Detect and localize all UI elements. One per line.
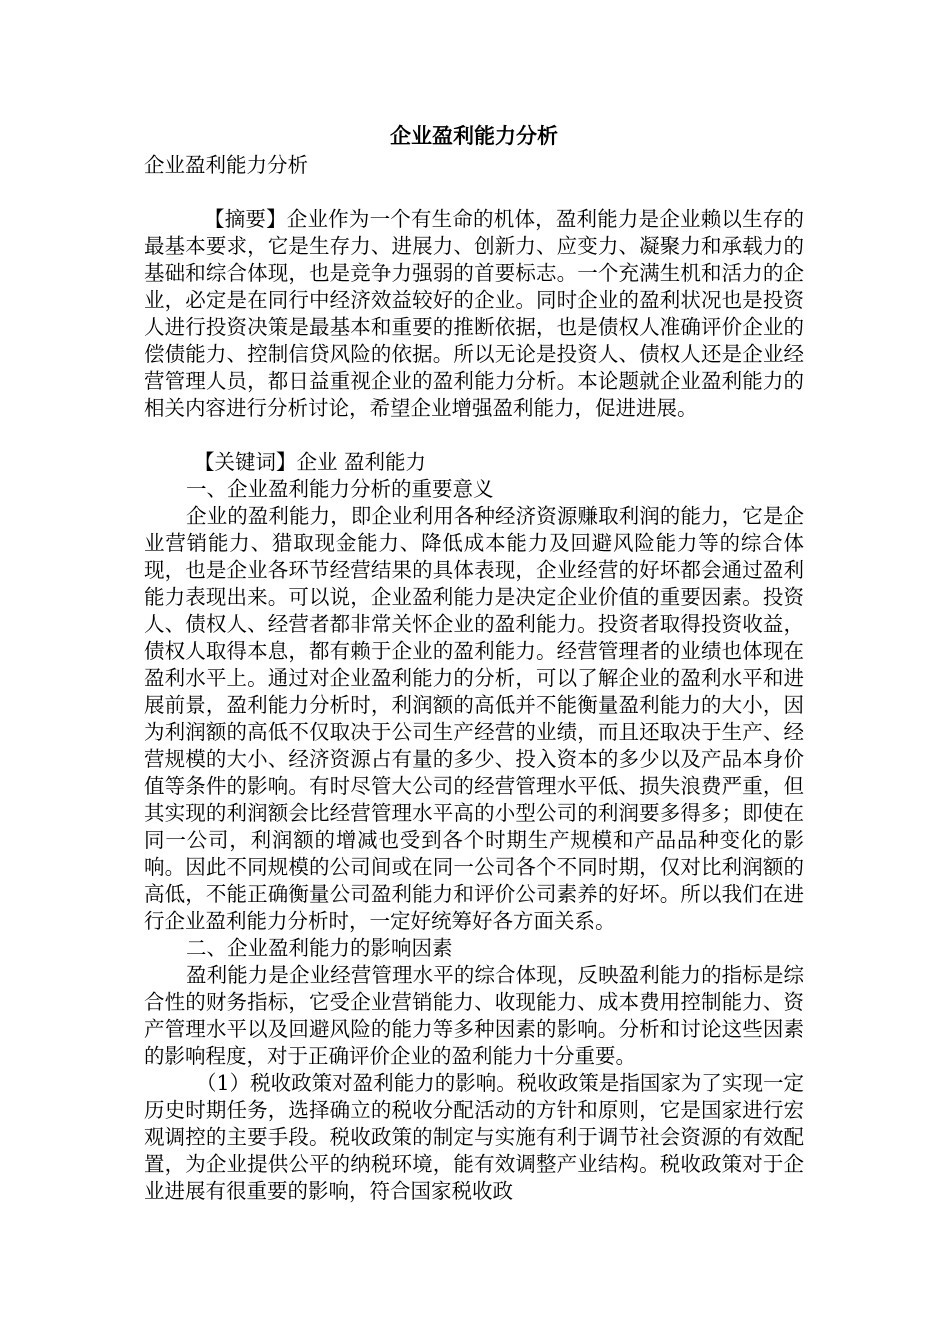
section-heading-2: 二、企业盈利能力的影响因素 [186,936,453,960]
document-title: 企业盈利能力分析 [390,123,558,148]
keywords-line: 【关键词】企业 盈利能力 [194,450,427,474]
section-1-paragraph: 企业的盈利能力，即企业利用各种经济资源赚取利润的能力，它是企业营销能力、猎取现金能力、降低成本能力及回避风险能力等的综合体现，也是企业各环节经营结果的具体表现，企业经营的好坏都会通过盈利能力表现出来。可以说，企业盈利能力是决定企业价值的重要因素。投资人、债权人、经营者都非常关怀企业的盈利能力。投资者取得投资收益，债权人取得本息，都有赖于企业的盈利能力。经营管理者的业绩也体现在盈利水平上。通过对企业盈利能力的分析，可以了解企业的盈利水平和进展前景，盈利能力分析时，利润额的高低并不能衡量盈利能力的大小，因为利润额的高低不仅取决于公司生产经营的业绩，而且还取决于生产、经营规模的大小、经济资源占有量的多少、投入资本的多少以及产品本身价值等条件的影响。有时尽管大公司的经营管理水平低、损失浪费严重，但其实现的利润额会比经营管理水平高的小型公司的利润要多得多；即使在同一公司，利润额的增减也受到各个时期生产规模和产品品种变化的影响。因此不同规模的公司间或在同一公司各个不同时期，仅对比利润额的高低，不能正确衡量公司盈利能力和评价公司素养的好坏。所以我们在进行企业盈利能力分析时，一定好统筹好各方面关系。 [144,504,804,933]
abstract-paragraph: 【摘要】企业作为一个有生命的机体，盈利能力是企业赖以生存的最基本要求，它是生存力、进展力、创新力、应变力、凝聚力和承载力的基础和综合体现，也是竞争力强弱的首要标志。一个充满生机和活力的企业，必定是在同行中经济效益较好的企业。同时企业的盈利状况也是投资人进行投资决策是最基本和重要的推断依据，也是债权人准确评价企业的偿债能力、控制信贷风险的依据。所以无论是投资人、债权人还是企业经营管理人员，都日益重视企业的盈利能力分析。本论题就企业盈利能力的相关内容进行分析讨论，希望企业增强盈利能力，促进进展。 [144,207,804,420]
item-1-paragraph: （1）税收政策对盈利能力的影响。税收政策是指国家为了实现一定历史时期任务，选择确立的税收分配活动的方针和原则，它是国家进行宏观调控的主要手段。税收政策的制定与实施有利于调节社会资源的有效配置，为企业提供公平的纳税环境，能有效调整产业结构。税收政策对于企业进展有很重要的影响，符合国家税收政 [144,1071,804,1203]
section-2-paragraph: 盈利能力是企业经营管理水平的综合体现，反映盈利能力的指标是综合性的财务指标，它受企业营销能力、收现能力、成本费用控制能力、资产管理水平以及回避风险的能力等多种因素的影响。分析和讨论这些因素的影响程度，对于正确评价企业的盈利能力十分重要。 [144,963,804,1068]
document-content [144,120,804,1205]
document-subtitle: 企业盈利能力分析 [144,153,308,177]
section-heading-1: 一、企业盈利能力分析的重要意义 [186,477,494,501]
